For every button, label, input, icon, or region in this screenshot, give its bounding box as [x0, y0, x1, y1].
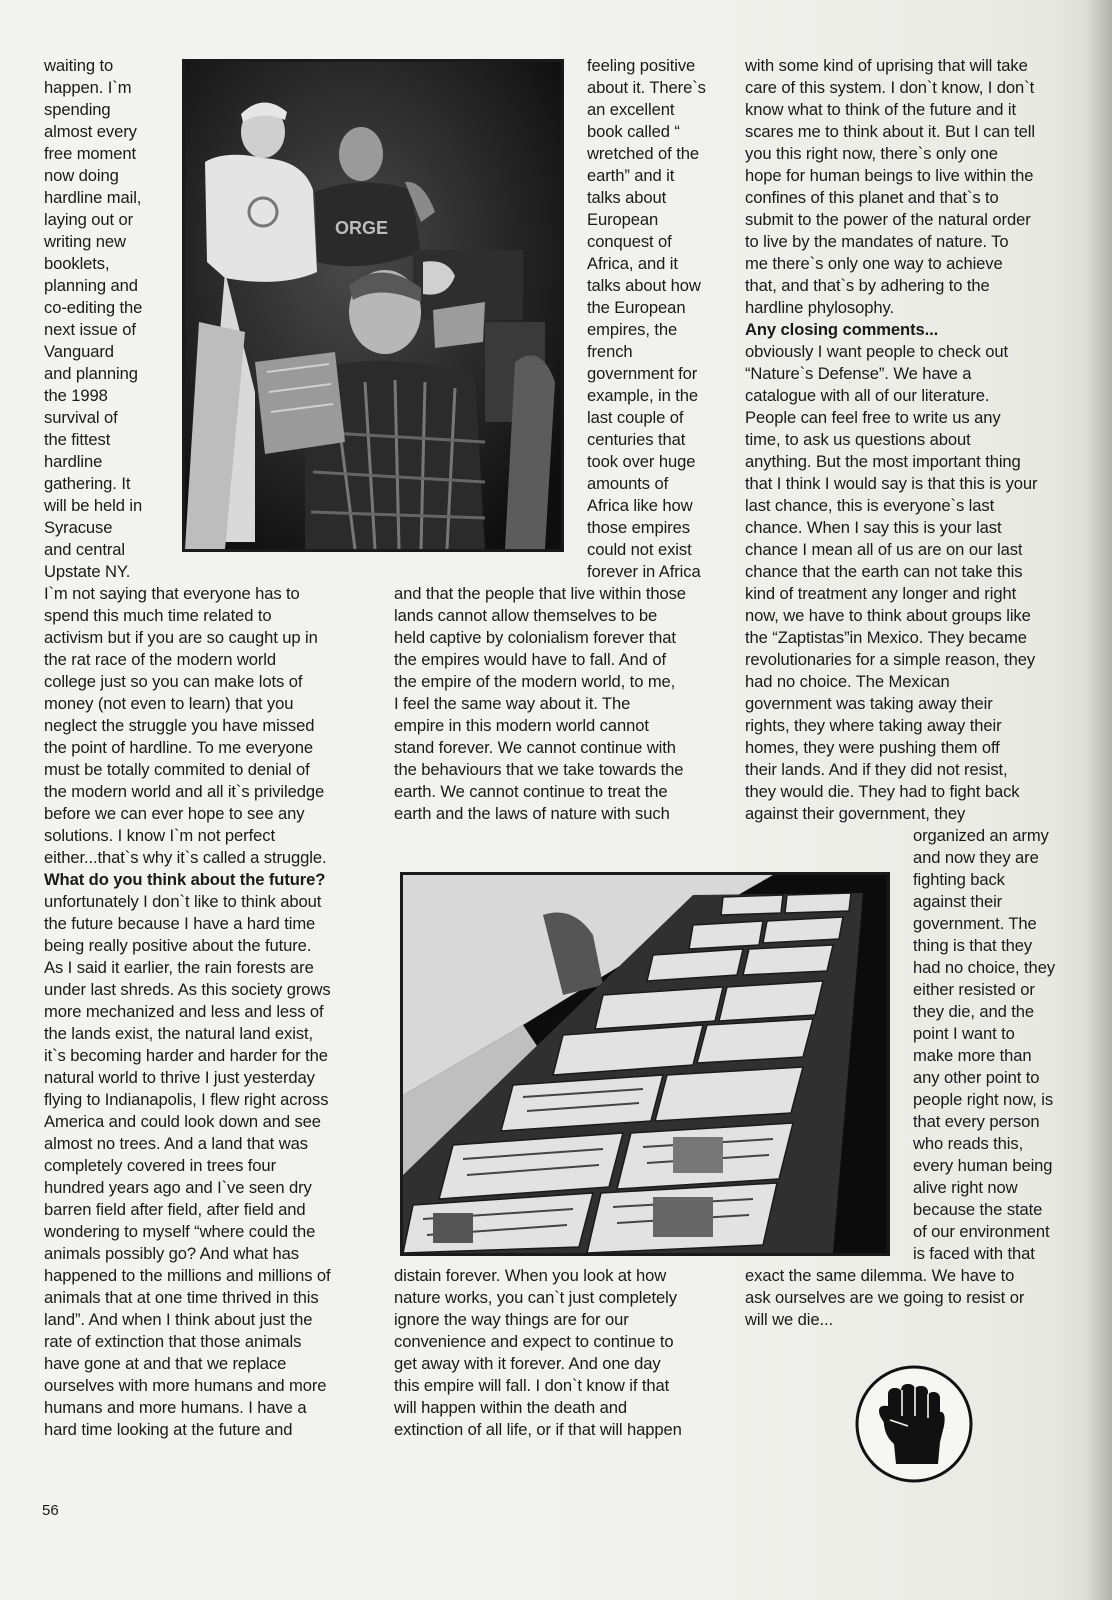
text-line: get away with it forever. And one day	[394, 1354, 661, 1373]
text-line: Upstate NY.	[44, 562, 131, 581]
text-line: anything. But the most important thing	[745, 452, 1021, 471]
text-line: care of this system. I don`t know, I don`t	[745, 78, 1035, 97]
text-line: wretched of the	[587, 144, 699, 163]
text-line: almost every	[44, 122, 137, 141]
raised-fist-emblem	[854, 1364, 974, 1484]
text-line: scares me to think about it. But I can tell	[745, 122, 1035, 141]
text-line: they would die. They had to fight back	[745, 782, 1020, 801]
text-line: have gone at and that we replace	[44, 1354, 287, 1373]
text-line: earth” and it	[587, 166, 675, 185]
text-line: wondering to myself “where could the	[44, 1222, 316, 1241]
text-line: because the state	[913, 1200, 1043, 1219]
text-line: European	[587, 210, 659, 229]
text-line: book called “	[587, 122, 680, 141]
text-line: amounts of	[587, 474, 669, 493]
text-line: feeling positive	[587, 56, 696, 75]
text-line: America and could look down and see	[44, 1112, 321, 1131]
text-line: humans and more humans. I have a	[44, 1398, 307, 1417]
text-line: organized an army	[913, 826, 1049, 845]
text-line: hardline	[44, 452, 103, 471]
text-line: government. The	[913, 914, 1037, 933]
text-line: money (not even to learn) that you	[44, 694, 294, 713]
text-line: nature works, you can`t just completely	[394, 1288, 677, 1307]
text-line: more mechanized and less and less of	[44, 1002, 324, 1021]
page-spine-shadow	[1086, 0, 1112, 1600]
text-line: next issue of	[44, 320, 136, 339]
text-line: kind of treatment any longer and right	[745, 584, 1017, 603]
text-line: me there`s only one way to achieve	[745, 254, 1003, 273]
text-line: writing new	[44, 232, 126, 251]
text-line: being really positive about the future.	[44, 936, 312, 955]
text-line: barren field after field, after field and	[44, 1200, 306, 1219]
text-line: flying to Indianapolis, I flew right across	[44, 1090, 329, 1109]
text-line: forever in Africa	[587, 562, 701, 581]
text-line: had no choice, they	[913, 958, 1056, 977]
text-line: had no choice. The Mexican	[745, 672, 950, 691]
text-line: took over huge	[587, 452, 696, 471]
text-line: the behaviours that we take towards the	[394, 760, 684, 779]
text-line: people right now, is	[913, 1090, 1054, 1109]
text-line: the lands exist, the natural land exist,	[44, 1024, 314, 1043]
text-line: that, and that`s by adhering to the	[745, 276, 990, 295]
people-at-table-image	[185, 62, 561, 549]
text-line: must be totally commited to denial of	[44, 760, 310, 779]
text-line: empires, the	[587, 320, 678, 339]
text-line: I`m not saying that everyone has to	[44, 584, 300, 603]
text-line: chance. When I say this is your last	[745, 518, 1002, 537]
text-line: under last shreds. As this society grows	[44, 980, 331, 999]
text-line: that I think I would say is that this is your	[745, 474, 1038, 493]
text-line: the point of hardline. To me everyone	[44, 738, 314, 757]
raised-fist-icon	[854, 1364, 974, 1484]
text-line: unfortunately I don`t like to think about	[44, 892, 322, 911]
closing-question-heading: Any closing comments...	[745, 320, 939, 339]
text-line: extinction of all life, or if that will happen	[394, 1420, 682, 1439]
text-line: chance I mean all of us are on our last	[745, 540, 1023, 559]
text-line: with some kind of uprising that will take	[745, 56, 1028, 75]
text-line: ourselves with more humans and more	[44, 1376, 327, 1395]
text-line: you this right now, there`s only one	[745, 144, 998, 163]
text-line: example, in the	[587, 386, 699, 405]
text-line: natural world to thrive I just yesterday	[44, 1068, 315, 1087]
text-line: it`s becoming harder and harder for the	[44, 1046, 328, 1065]
text-line: hardline phylosophy.	[745, 298, 894, 317]
text-line: the future because I have a hard time	[44, 914, 316, 933]
text-line: happen. I`m	[44, 78, 132, 97]
text-line: every human being	[913, 1156, 1053, 1175]
text-line: completely covered in trees four	[44, 1156, 276, 1175]
text-line: activism but if you are so caught up in	[44, 628, 318, 647]
text-line: the European	[587, 298, 686, 317]
text-line: of our environment	[913, 1222, 1050, 1241]
text-line: and planning	[44, 364, 138, 383]
text-line: now, we have to think about groups like	[745, 606, 1031, 625]
text-line: co-editing the	[44, 298, 143, 317]
text-line: will be held in	[44, 496, 143, 515]
text-line: hardline mail,	[44, 188, 142, 207]
text-line: will we die...	[745, 1310, 834, 1329]
text-line: hope for human beings to live within the	[745, 166, 1034, 185]
text-line: solutions. I know I`m not perfect	[44, 826, 275, 845]
text-line: government for	[587, 364, 698, 383]
text-line: any other point to	[913, 1068, 1040, 1087]
text-line: talks about	[587, 188, 667, 207]
text-line: before we can ever hope to see any	[44, 804, 305, 823]
text-line: Africa like how	[587, 496, 693, 515]
text-line: homes, they were pushing them off	[745, 738, 1000, 757]
text-line: will happen within the death and	[394, 1398, 627, 1417]
text-line: Syracuse	[44, 518, 113, 537]
text-line: and central	[44, 540, 126, 559]
literature-table-photo	[400, 872, 890, 1256]
text-line: distain forever. When you look at how	[394, 1266, 667, 1285]
text-line: time, to ask us questions about	[745, 430, 971, 449]
text-line: college just so you can make lots of	[44, 672, 303, 691]
text-line: know what to think of the future and it	[745, 100, 1016, 119]
text-line: Africa, and it	[587, 254, 678, 273]
literature-table-image	[403, 875, 887, 1253]
text-line: spend this much time related to	[44, 606, 272, 625]
text-line: the empires would have to fall. And of	[394, 650, 667, 669]
text-line: an excellent	[587, 100, 675, 119]
text-line: their lands. And if they did not resist,	[745, 760, 1008, 779]
text-line: that every person	[913, 1112, 1040, 1131]
text-line: obviously I want people to check out	[745, 342, 1008, 361]
text-line: either...that`s why it`s called a struggle.	[44, 848, 327, 867]
text-line: I feel the same way about it. The	[394, 694, 631, 713]
text-line: held captive by colonialism forever that	[394, 628, 676, 647]
text-line: now doing	[44, 166, 119, 185]
text-line: almost no trees. And a land that was	[44, 1134, 308, 1153]
text-line: land”. And when I think about just the	[44, 1310, 313, 1329]
text-line: and now they are	[913, 848, 1039, 867]
text-line: happened to the millions and millions of	[44, 1266, 331, 1285]
text-line: either resisted or	[913, 980, 1035, 999]
text-line: chance that the earth can not take this	[745, 562, 1023, 581]
text-line: exact the same dilemma. We have to	[745, 1266, 1015, 1285]
text-line: booklets,	[44, 254, 110, 273]
text-line: government was taking away their	[745, 694, 993, 713]
text-line: thing is that they	[913, 936, 1033, 955]
people-at-table-photo	[182, 59, 564, 552]
text-line: the modern world and all it`s priviledge	[44, 782, 325, 801]
text-line: against their government, they	[745, 804, 966, 823]
text-line: is faced with that	[913, 1244, 1035, 1263]
text-line: centuries that	[587, 430, 686, 449]
text-line: this empire will fall. I don`t know if that	[394, 1376, 670, 1395]
text-line: survival of	[44, 408, 118, 427]
text-line: People can feel free to write us any	[745, 408, 1001, 427]
text-line: earth. We cannot continue to treat the	[394, 782, 668, 801]
text-line: rate of extinction that those animals	[44, 1332, 302, 1351]
text-line: talks about how	[587, 276, 701, 295]
text-line: point I want to	[913, 1024, 1015, 1043]
text-line: last chance, this is everyone`s last	[745, 496, 995, 515]
text-line: empire in this modern world cannot	[394, 716, 649, 735]
text-line: fighting back	[913, 870, 1005, 889]
text-line: could not exist	[587, 540, 692, 559]
text-line: catalogue with all of our literature.	[745, 386, 990, 405]
text-line: spending	[44, 100, 111, 119]
text-line: ignore the way things are for our	[394, 1310, 629, 1329]
text-line: the empire of the modern world, to me,	[394, 672, 676, 691]
text-line: neglect the struggle you have missed	[44, 716, 315, 735]
text-line: animals possibly go? And what has	[44, 1244, 299, 1263]
text-line: gathering. It	[44, 474, 131, 493]
text-line: As I said it earlier, the rain forests are	[44, 958, 314, 977]
text-line: “Nature`s Defense”. We have a	[745, 364, 972, 383]
text-line: Vanguard	[44, 342, 114, 361]
text-line: about it. There`s	[587, 78, 706, 97]
text-line: confines of this planet and that`s to	[745, 188, 999, 207]
text-line: last couple of	[587, 408, 684, 427]
text-line: earth and the laws of nature with such	[394, 804, 670, 823]
text-line: planning and	[44, 276, 138, 295]
text-line: laying out or	[44, 210, 134, 229]
text-line: the rat race of the modern world	[44, 650, 276, 669]
text-line: they die, and the	[913, 1002, 1035, 1021]
text-line: ask ourselves are we going to resist or	[745, 1288, 1025, 1307]
text-line: lands cannot allow themselves to be	[394, 606, 658, 625]
text-line: conquest of	[587, 232, 672, 251]
svg-text:ORGE: ORGE	[335, 218, 389, 238]
text-line: free moment	[44, 144, 137, 163]
text-line: waiting to	[44, 56, 114, 75]
text-line: stand forever. We cannot continue with	[394, 738, 676, 757]
text-line: the “Zaptistas”in Mexico. They became	[745, 628, 1027, 647]
text-line: submit to the power of the natural order	[745, 210, 1031, 229]
text-line: the 1998	[44, 386, 108, 405]
text-line: to live by the mandates of nature. To	[745, 232, 1009, 251]
text-line: hundred years ago and I`ve seen dry	[44, 1178, 312, 1197]
text-line: and that the people that live within those	[394, 584, 686, 603]
future-question-heading: What do you think about the future?	[44, 870, 326, 889]
text-line: animals that at one time thrived in this	[44, 1288, 319, 1307]
text-line: who reads this,	[913, 1134, 1024, 1153]
text-line: french	[587, 342, 633, 361]
text-line: revolutionaries for a simple reason, they	[745, 650, 1036, 669]
text-line: the fittest	[44, 430, 111, 449]
page-number: 56	[42, 1502, 59, 1519]
text-line: alive right now	[913, 1178, 1018, 1197]
text-line: convenience and expect to continue to	[394, 1332, 674, 1351]
text-line: against their	[913, 892, 1003, 911]
text-line: make more than	[913, 1046, 1032, 1065]
text-line: hard time looking at the future and	[44, 1420, 293, 1439]
text-line: rights, they where taking away their	[745, 716, 1002, 735]
text-line: those empires	[587, 518, 690, 537]
